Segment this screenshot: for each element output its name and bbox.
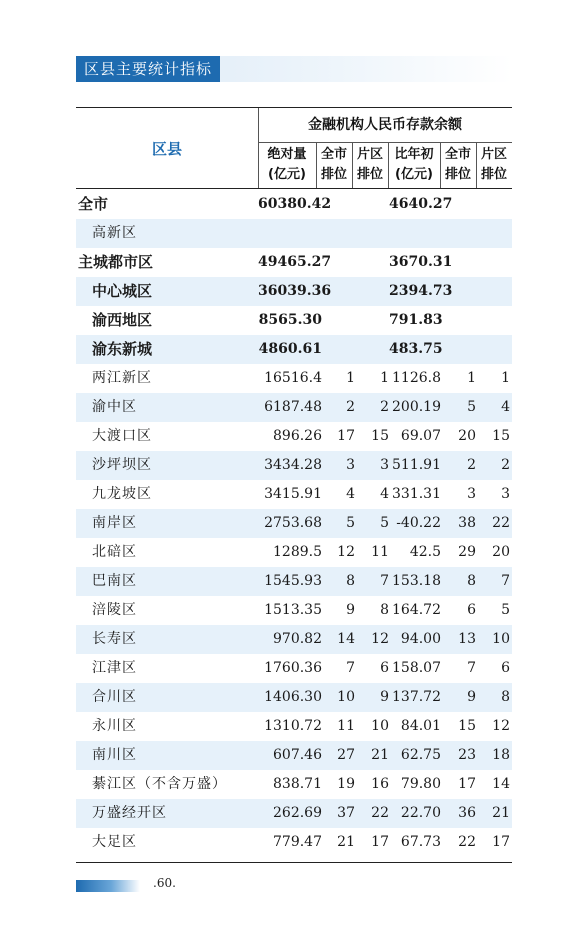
cell-absolute: 970.82 <box>273 631 322 647</box>
cell-ytd-area-rank: 3 <box>501 486 510 502</box>
cell-absolute: 262.69 <box>273 805 322 821</box>
cell-area-rank: 9 <box>380 689 389 705</box>
cell-ytd-city-rank <box>441 306 476 335</box>
cell-ytd-change: 79.80 <box>400 776 441 792</box>
table-bottom-rule <box>76 862 512 863</box>
cell-area-rank <box>355 277 389 306</box>
cell-city-rank: 27 <box>337 747 355 763</box>
cell-district-name: 万盛经开区 <box>92 805 167 821</box>
table-row <box>76 799 512 828</box>
cell-city-rank <box>322 277 355 306</box>
cell-area-rank: 7 <box>380 573 389 589</box>
header-group-rule <box>258 142 512 143</box>
cell-district-name: 南川区 <box>92 747 137 763</box>
header-col-city-rank <box>316 145 352 185</box>
cell-ytd-area-rank <box>476 248 510 277</box>
cell-city-rank: 12 <box>337 544 355 560</box>
cell-ytd-change: 511.91 <box>392 457 441 473</box>
cell-absolute: 16516.4 <box>264 370 322 386</box>
cell-ytd-city-rank: 1 <box>467 370 476 386</box>
cell-city-rank: 3 <box>346 457 355 473</box>
cell-absolute: 60380.42 <box>258 196 332 212</box>
table-row <box>76 567 512 596</box>
cell-ytd-city-rank: 15 <box>458 718 476 734</box>
cell-ytd-area-rank <box>476 277 510 306</box>
cell-absolute: 1760.36 <box>264 660 322 676</box>
cell-absolute: 1545.93 <box>264 573 322 589</box>
cell-ytd-change: 3670.31 <box>389 254 453 270</box>
cell-district-name: 江津区 <box>92 660 137 676</box>
cell-ytd-area-rank <box>476 219 510 248</box>
cell-ytd-city-rank: 23 <box>458 747 476 763</box>
cell-city-rank <box>322 190 355 219</box>
cell-ytd-city-rank <box>441 219 476 248</box>
cell-city-rank: 37 <box>337 805 355 821</box>
cell-area-rank: 17 <box>371 834 389 850</box>
table-row <box>76 219 512 248</box>
cell-city-rank: 8 <box>346 573 355 589</box>
cell-district-name: 南岸区 <box>92 515 137 531</box>
cell-ytd-change: 331.31 <box>392 486 441 502</box>
cell-absolute: 3415.91 <box>264 486 322 502</box>
table-row <box>76 335 512 364</box>
header-district: 区县 <box>151 140 182 158</box>
cell-ytd-change: 791.83 <box>389 312 443 328</box>
cell-area-rank: 4 <box>380 486 389 502</box>
cell-ytd-change: 1126.8 <box>392 370 441 386</box>
cell-ytd-city-rank: 9 <box>467 689 476 705</box>
cell-area-rank: 12 <box>371 631 389 647</box>
cell-area-rank: 8 <box>380 602 389 618</box>
cell-district-name: 綦江区（不含万盛） <box>92 776 227 792</box>
cell-ytd-area-rank: 21 <box>492 805 510 821</box>
cell-city-rank: 7 <box>346 660 355 676</box>
cell-ytd-change: 69.07 <box>400 428 441 444</box>
cell-city-rank: 4 <box>346 486 355 502</box>
table-row <box>76 248 512 277</box>
cell-ytd-change: 42.5 <box>409 544 441 560</box>
cell-district-name: 大渡口区 <box>92 428 152 444</box>
cell-area-rank: 1 <box>380 370 389 386</box>
cell-ytd-city-rank: 29 <box>458 544 476 560</box>
cell-ytd-city-rank: 8 <box>467 573 476 589</box>
footer-accent-bar <box>76 880 140 892</box>
cell-ytd-area-rank: 1 <box>501 370 510 386</box>
table-row <box>76 770 512 799</box>
table-row <box>76 422 512 451</box>
header-col-ytd-city-rank-line1: 全市 <box>444 147 471 162</box>
cell-area-rank <box>355 219 389 248</box>
cell-ytd-area-rank: 20 <box>492 544 510 560</box>
cell-ytd-area-rank: 7 <box>501 573 510 589</box>
table-row <box>76 654 512 683</box>
cell-district-name: 涪陵区 <box>92 602 137 618</box>
cell-ytd-change: 200.19 <box>392 399 441 415</box>
cell-ytd-area-rank <box>476 335 510 364</box>
cell-ytd-area-rank <box>476 306 510 335</box>
cell-district-name: 永川区 <box>92 718 137 734</box>
cell-city-rank: 2 <box>346 399 355 415</box>
cell-ytd-change: 4640.27 <box>389 196 453 212</box>
cell-district-name: 两江新区 <box>92 370 152 386</box>
header-col-abs-line1: 绝对量 <box>267 147 307 162</box>
cell-ytd-area-rank: 22 <box>492 515 510 531</box>
cell-ytd-change: -40.22 <box>396 515 441 531</box>
cell-area-rank: 15 <box>371 428 389 444</box>
header-bottom-rule <box>76 188 512 189</box>
cell-ytd-change: 84.01 <box>400 718 441 734</box>
cell-city-rank <box>322 248 355 277</box>
cell-ytd-area-rank: 18 <box>492 747 510 763</box>
header-col-ytd-line2: (亿元) <box>395 167 433 182</box>
header-col-city-rank-line2: 排位 <box>320 167 347 182</box>
cell-absolute: 1310.72 <box>264 718 322 734</box>
cell-area-rank: 21 <box>371 747 389 763</box>
table-row <box>76 451 512 480</box>
cell-district-name: 合川区 <box>92 689 137 705</box>
cell-district-name: 全市 <box>78 195 109 213</box>
cell-ytd-city-rank <box>441 277 476 306</box>
cell-district-name: 长寿区 <box>92 631 137 647</box>
cell-absolute: 1513.35 <box>264 602 322 618</box>
header-col-ytd-area-rank-line1: 片区 <box>480 147 507 162</box>
cell-ytd-city-rank <box>441 248 476 277</box>
cell-ytd-city-rank: 22 <box>458 834 476 850</box>
cell-ytd-area-rank: 17 <box>492 834 510 850</box>
cell-ytd-change: 22.70 <box>400 805 441 821</box>
cell-absolute: 607.46 <box>273 747 322 763</box>
header-col-ytd-area-rank-line2: 排位 <box>480 167 507 182</box>
cell-city-rank <box>322 306 355 335</box>
page-number: .60. <box>153 876 176 890</box>
header-col-area-rank-line2: 排位 <box>356 167 383 182</box>
cell-ytd-city-rank: 5 <box>467 399 476 415</box>
cell-absolute: 49465.27 <box>258 254 332 270</box>
cell-district-name: 渝西地区 <box>92 311 153 329</box>
cell-absolute: 838.71 <box>273 776 322 792</box>
header-col-city-rank-line1: 全市 <box>320 147 347 162</box>
cell-absolute: 6187.48 <box>264 399 322 415</box>
cell-absolute <box>258 219 322 248</box>
header-col-ytd-area-rank <box>476 145 512 185</box>
cell-ytd-change: 94.00 <box>400 631 441 647</box>
header-col-ytd-city-rank <box>440 145 476 185</box>
cell-ytd-change: 137.72 <box>392 689 441 705</box>
cell-ytd-change: 153.18 <box>392 573 441 589</box>
header-col-abs-line2: (亿元) <box>268 167 306 182</box>
cell-area-rank: 22 <box>371 805 389 821</box>
cell-absolute: 2753.68 <box>264 515 322 531</box>
cell-ytd-area-rank: 2 <box>501 457 510 473</box>
cell-ytd-area-rank: 15 <box>492 428 510 444</box>
cell-city-rank: 11 <box>337 718 355 734</box>
cell-city-rank: 9 <box>346 602 355 618</box>
cell-ytd-change: 158.07 <box>392 660 441 676</box>
header-col-area-rank-line1: 片区 <box>356 147 383 162</box>
section-title: 区县主要统计指标 <box>76 56 220 82</box>
cell-ytd-area-rank <box>476 190 510 219</box>
cell-ytd-area-rank: 14 <box>492 776 510 792</box>
cell-area-rank: 11 <box>371 544 389 560</box>
cell-absolute: 1289.5 <box>273 544 322 560</box>
cell-city-rank: 17 <box>337 428 355 444</box>
table-row <box>76 538 512 567</box>
table-row <box>76 712 512 741</box>
cell-ytd-city-rank <box>441 190 476 219</box>
cell-district-name: 中心城区 <box>92 282 153 300</box>
cell-area-rank <box>355 335 389 364</box>
cell-ytd-area-rank: 4 <box>501 399 510 415</box>
cell-district-name: 大足区 <box>92 834 137 850</box>
cell-city-rank: 14 <box>337 631 355 647</box>
cell-district-name: 北碚区 <box>92 544 137 560</box>
cell-ytd-change: 2394.73 <box>389 283 453 299</box>
cell-absolute: 3434.28 <box>264 457 322 473</box>
cell-district-name: 沙坪坝区 <box>92 457 152 473</box>
cell-city-rank <box>322 335 355 364</box>
cell-ytd-area-rank: 12 <box>492 718 510 734</box>
header-col-ytd-line1: 比年初 <box>394 147 434 162</box>
cell-ytd-change: 62.75 <box>400 747 441 763</box>
table-row <box>76 828 512 857</box>
cell-area-rank <box>355 248 389 277</box>
cell-area-rank: 3 <box>380 457 389 473</box>
cell-ytd-city-rank: 6 <box>467 602 476 618</box>
cell-city-rank: 10 <box>337 689 355 705</box>
cell-ytd-change <box>389 219 441 248</box>
cell-district-name: 高新区 <box>92 225 137 241</box>
table-row <box>76 683 512 712</box>
cell-ytd-city-rank: 17 <box>458 776 476 792</box>
cell-absolute: 8565.30 <box>258 312 322 328</box>
cell-city-rank <box>322 219 355 248</box>
cell-area-rank: 2 <box>380 399 389 415</box>
cell-area-rank: 6 <box>380 660 389 676</box>
cell-ytd-area-rank: 10 <box>492 631 510 647</box>
table-row <box>76 480 512 509</box>
cell-ytd-change: 483.75 <box>389 341 443 357</box>
table-row <box>76 306 512 335</box>
cell-absolute: 4860.61 <box>258 341 322 357</box>
cell-ytd-area-rank: 6 <box>501 660 510 676</box>
cell-district-name: 渝中区 <box>92 399 137 415</box>
cell-city-rank: 1 <box>346 370 355 386</box>
cell-absolute: 896.26 <box>273 428 322 444</box>
cell-ytd-city-rank: 2 <box>467 457 476 473</box>
cell-ytd-city-rank: 7 <box>467 660 476 676</box>
cell-absolute: 36039.36 <box>258 283 332 299</box>
table-row <box>76 277 512 306</box>
cell-area-rank: 5 <box>380 515 389 531</box>
table-row <box>76 393 512 422</box>
cell-ytd-city-rank: 20 <box>458 428 476 444</box>
cell-ytd-area-rank: 8 <box>501 689 510 705</box>
cell-ytd-city-rank: 3 <box>467 486 476 502</box>
table-row <box>76 596 512 625</box>
cell-district-name: 巴南区 <box>92 573 137 589</box>
cell-ytd-city-rank: 38 <box>458 515 476 531</box>
cell-district-name: 九龙坡区 <box>92 486 152 502</box>
cell-ytd-city-rank: 13 <box>458 631 476 647</box>
cell-ytd-area-rank: 5 <box>501 602 510 618</box>
header-col-ytd <box>388 145 440 185</box>
cell-ytd-city-rank <box>441 335 476 364</box>
table-row <box>76 509 512 538</box>
header-col-abs <box>258 145 316 185</box>
cell-ytd-change: 67.73 <box>400 834 441 850</box>
header-col-area-rank <box>352 145 388 185</box>
table-row <box>76 364 512 393</box>
cell-district-name: 渝东新城 <box>92 340 153 358</box>
table-top-rule <box>76 107 512 108</box>
cell-city-rank: 19 <box>337 776 355 792</box>
table-row <box>76 741 512 770</box>
cell-absolute: 1406.30 <box>264 689 322 705</box>
cell-area-rank: 10 <box>371 718 389 734</box>
table-row <box>76 190 512 219</box>
cell-area-rank <box>355 190 389 219</box>
cell-area-rank: 16 <box>371 776 389 792</box>
header-col-ytd-city-rank-line2: 排位 <box>444 167 471 182</box>
cell-absolute: 779.47 <box>273 834 322 850</box>
cell-area-rank <box>355 306 389 335</box>
cell-district-name: 主城都市区 <box>78 253 154 271</box>
cell-city-rank: 5 <box>346 515 355 531</box>
header-group-title: 金融机构人民币存款余额 <box>308 117 462 133</box>
cell-ytd-city-rank: 36 <box>458 805 476 821</box>
table-row <box>76 625 512 654</box>
cell-city-rank: 21 <box>337 834 355 850</box>
cell-ytd-change: 164.72 <box>392 602 441 618</box>
